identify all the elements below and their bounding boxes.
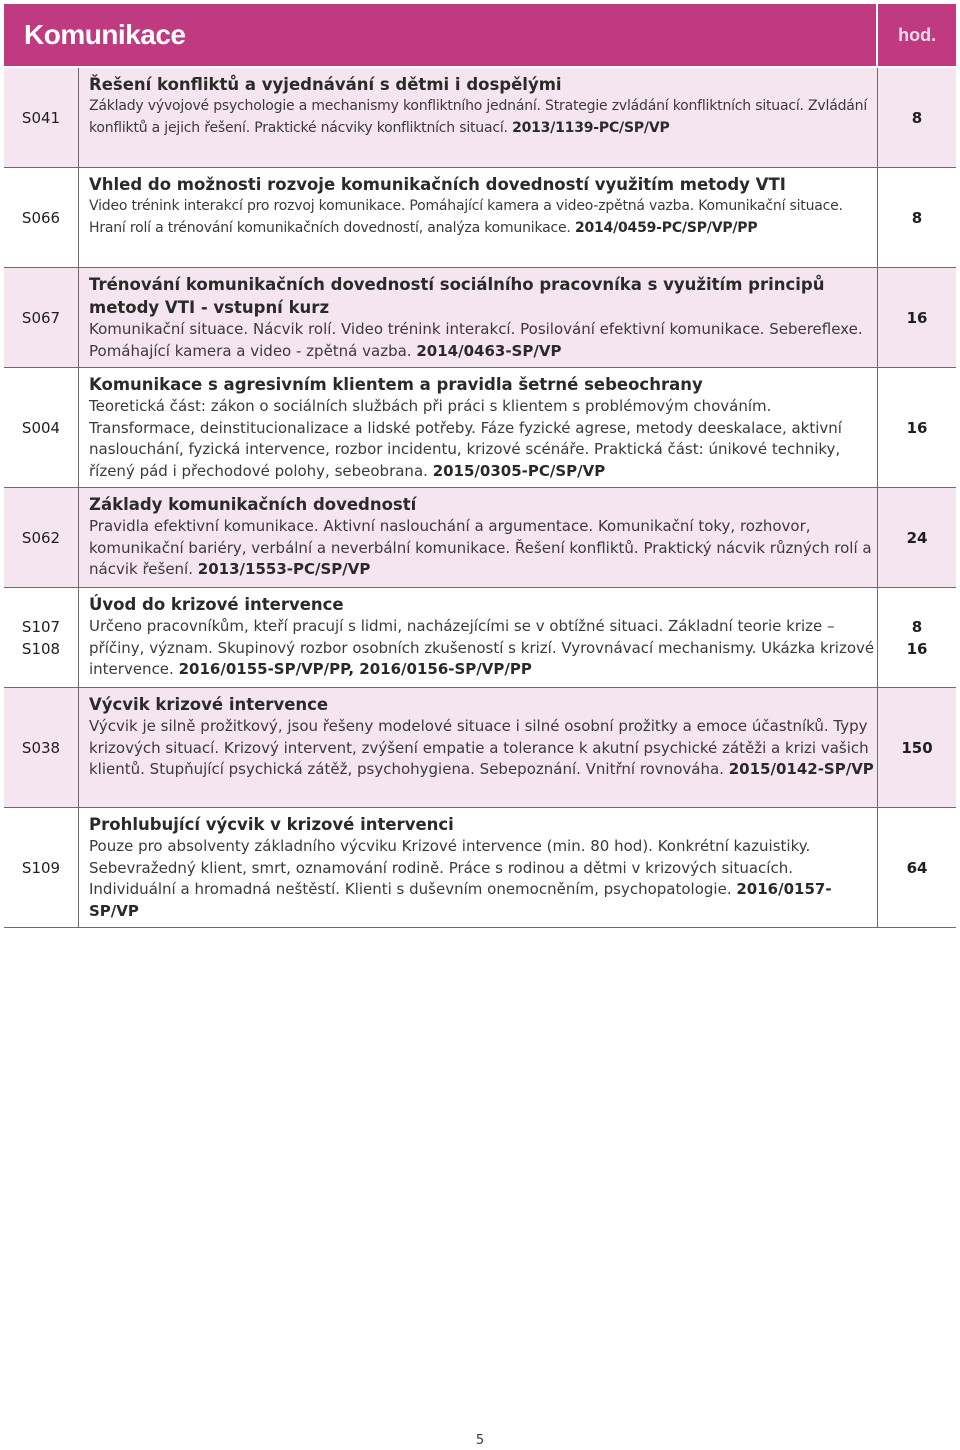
course-code-cell xyxy=(4,688,78,807)
course-row xyxy=(4,688,956,808)
course-hours: 8 xyxy=(911,208,923,227)
course-code-cell xyxy=(4,488,78,587)
course-title: Řešení konfliktů a vyjednávání s dětmi i dospělými xyxy=(89,75,562,94)
course-hours-cell xyxy=(878,588,956,687)
course-description-block xyxy=(89,196,877,239)
course-row xyxy=(4,68,956,168)
course-content-cell xyxy=(78,688,878,807)
accreditation-number: 2014/0459-PC/SP/VP/PP xyxy=(574,219,758,236)
course-hours-cell xyxy=(878,168,956,267)
course-code: S041 xyxy=(21,108,61,127)
course-hours: 8 xyxy=(911,108,923,127)
course-description-block xyxy=(89,616,877,681)
course-code-cell xyxy=(4,368,78,487)
course-description: Výcvik je silně prožitkový, jsou řešeny modelové situace i silné osobní prožitky a emoce účastníků. Typy krizových situací. Krizový intervent, zvýšení empatie a tolerance k akutní psychické zátěži a krizi vašich klientů. Stupňující psychická zátěž, psychohygiena. Sebepoznání. Vnitřní rovnováha. xyxy=(89,717,869,778)
course-hours: 8 xyxy=(911,617,923,636)
course-row xyxy=(4,488,956,588)
course-description-block xyxy=(89,716,877,781)
course-hours: 16 xyxy=(906,639,928,658)
course-description: Video trénink interakcí pro rozvoj komunikace. Pomáhající kamera a video-zpětná vazba. Komunikační situace. Hraní rolí a trénování komunikačních dovedností, analýza komunikace. xyxy=(89,198,843,236)
course-description: Komunikační situace. Nácvik rolí. Video trénink interakcí. Posilování efektivní komunikace. Sebereflexe. Pomáhající kamera a video - zpětná vazba. xyxy=(89,320,863,360)
course-hours: 24 xyxy=(906,528,928,547)
course-hours-cell xyxy=(878,808,956,927)
course-hours-cell xyxy=(878,488,956,587)
course-hours: 16 xyxy=(906,308,928,327)
course-row xyxy=(4,268,956,368)
course-code: S108 xyxy=(21,639,61,658)
section-title: Komunikace xyxy=(24,19,186,50)
course-row xyxy=(4,168,956,268)
course-hours: 150 xyxy=(901,738,933,757)
course-content-cell xyxy=(78,68,878,167)
course-title: Prohlubující výcvik v krizové intervenci xyxy=(89,815,454,834)
course-code-cell xyxy=(4,168,78,267)
accreditation-number: 2014/0463-SP/VP xyxy=(416,341,562,360)
course-content-cell xyxy=(78,588,878,687)
course-row xyxy=(4,588,956,688)
hours-column-header-cell xyxy=(876,4,956,66)
course-title: Základy komunikačních dovedností xyxy=(89,495,417,514)
course-code-cell xyxy=(4,68,78,167)
course-description: Teoretická část: zákon o sociálních službách při práci s klientem s problémovým chováním. Transformace, deinstitucionalizace a lidské potřeby. Fáze fyzické agrese, metody deeskalace, aktivní naslouchání, fyzická intervence, rozbor incidentu, krizové scénáře. Praktická část: únikové techniky, řízený pád i přechodové polohy, sebeobrana. xyxy=(89,397,842,480)
course-table xyxy=(4,68,956,928)
course-row xyxy=(4,368,956,488)
course-title: Komunikace s agresivním klientem a pravidla šetrné sebeochrany xyxy=(89,375,703,394)
course-content-cell xyxy=(78,808,878,927)
accreditation-number: 2016/0157-SP/VP xyxy=(89,880,832,920)
course-description: Pouze pro absolventy základního výcviku Krizové intervence (min. 80 hod). Konkrétní kazuistiky. Sebevražedný klient, smrt, oznamování rodině. Práce s rodinou a dětmi v krizových situacích. Individuální a hromadná neštěstí. Klienti s duševním onemocněním, psychopatologie. xyxy=(89,837,811,898)
course-description-block xyxy=(89,96,877,139)
course-code: S067 xyxy=(21,308,61,327)
course-title: Vhled do možnosti rozvoje komunikačních dovedností využitím metody VTI xyxy=(89,175,786,194)
accreditation-number: 2013/1139-PC/SP/VP xyxy=(512,119,670,136)
course-content-cell xyxy=(78,168,878,267)
course-hours-cell xyxy=(878,268,956,367)
course-description: Určeno pracovníkům, kteří pracují s lidmi, nacházejícími se v obtížné situaci. Základní teorie krize – příčiny, význam. Skupinový rozbor osobních zkušeností s krizí. Vyrovnávací mechanismy. Ukázka krizové intervence. xyxy=(89,617,875,678)
course-description-block xyxy=(89,396,877,482)
course-description-block xyxy=(89,319,877,362)
accreditation-number: 2016/0155-SP/VP/PP, 2016/0156-SP/VP/PP xyxy=(178,660,532,678)
course-hours: 64 xyxy=(906,858,928,877)
course-hours-cell xyxy=(878,68,956,167)
course-code-cell xyxy=(4,268,78,367)
course-hours-cell xyxy=(878,688,956,807)
course-code: S004 xyxy=(21,418,61,437)
course-description: Pravidla efektivní komunikace. Aktivní naslouchání a argumentace. Komunikační toky, rozhovor, komunikační bariéry, verbální a neverbální komunikace. Řešení konfliktů. Praktický nácvik různých rolí a nácvik řešení. xyxy=(89,517,872,578)
course-title: Výcvik krizové intervence xyxy=(89,695,329,714)
course-code-cell xyxy=(4,588,78,687)
course-description-block xyxy=(89,516,877,581)
course-content-cell xyxy=(78,268,878,367)
course-code: S062 xyxy=(21,528,61,547)
course-title: Trénování komunikačních dovedností sociálního pracovníka s využitím principů metody VTI - vstupní kurz xyxy=(89,275,825,317)
page-number: 5 xyxy=(475,1433,485,1448)
course-content-cell xyxy=(78,488,878,587)
accreditation-number: 2015/0142-SP/VP xyxy=(728,760,874,778)
course-code: S066 xyxy=(21,208,61,227)
hours-column-header: hod. xyxy=(898,24,937,45)
course-description-block xyxy=(89,836,877,922)
course-row xyxy=(4,808,956,928)
course-content-cell xyxy=(78,368,878,487)
course-hours-cell xyxy=(878,368,956,487)
course-code: S109 xyxy=(21,858,61,877)
course-description: Základy vývojové psychologie a mechanismy konfliktního jednání. Strategie zvládání konfliktních situací. Zvládání konfliktů a jejich řešení. Praktické nácviky konfliktních situací. xyxy=(89,98,868,136)
accreditation-number: 2015/0305-PC/SP/VP xyxy=(432,461,606,480)
course-hours: 16 xyxy=(906,418,928,437)
accreditation-number: 2013/1553-PC/SP/VP xyxy=(197,560,371,578)
course-title: Úvod do krizové intervence xyxy=(89,595,344,614)
section-header xyxy=(4,4,956,66)
course-code: S038 xyxy=(21,738,61,757)
course-code-cell xyxy=(4,808,78,927)
course-code: S107 xyxy=(21,617,61,636)
section-title-cell xyxy=(4,4,876,66)
